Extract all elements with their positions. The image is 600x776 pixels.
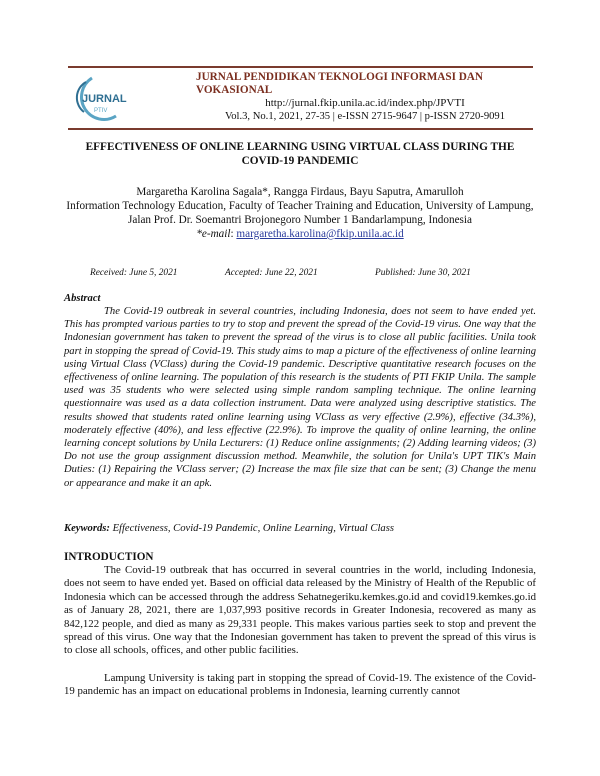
date-accepted: Accepted: June 22, 2021 [225,268,318,278]
email-link[interactable]: margaretha.karolina@fkip.unila.ac.id [236,228,404,240]
introduction-paragraph-1: The Covid-19 outbreak that has occurred in several countries in the world, including Indonesia, does not seem to have ended yet. Based on official data released by the Ministry of Health of the Republic of Indonesia which can be accessed through the address Sehatnegeriku.kemkes.go.id and covid19.kemkes.go.id as of January 28, 2021, there are 1,037,993 positive records in Greater Indonesia, recovered as many as 842,122 people, and died as many as 29,331 people. This makes various parties seek to stop and prevent the spread of this virus. One way that the Indonesian government has taken to prevent the spread of this virus is to close all schools, offices, and other public facilities. [64,564,536,657]
keywords-label: Keywords: [64,523,110,534]
keywords-value: Effectiveness, Covid-19 Pandemic, Online Learning, Virtual Class [112,523,394,534]
journal-volume: Vol.3, No.1, 2021, 27-35 | e-ISSN 2715-9647 | p-ISSN 2720-9091 [224,111,506,122]
introduction-heading: INTRODUCTION [64,551,154,563]
journal-title-line2: VOKASIONAL [196,84,273,96]
journal-logo-icon [72,72,130,124]
paper-title-line1: EFFECTIVENESS OF ONLINE LEARNING USING VIRTUAL CLASS DURING THE [85,141,515,153]
paper-affiliation: Information Technology Education, Faculty of Teacher Training and Education, University of Lampung, Jalan Prof. Dr. Soemantri Brojonegoro Number 1 Bandarlampung, Indonesia [66,200,534,226]
logo-text: JURNAL [82,93,127,105]
paper-title [60,140,540,168]
date-received: Received: June 5, 2021 [90,268,178,278]
journal-header-text [196,71,534,123]
date-published: Published: June 30, 2021 [375,268,471,278]
email-label: *e-mail [196,228,231,240]
journal-title-line1: JURNAL PENDIDIKAN TEKNOLOGI INFORMASI DAN [196,71,483,83]
keywords [64,523,536,534]
logo-subtext: PTIV [94,108,108,114]
paper-title-line2: COVID-19 PANDEMIC [241,155,359,167]
journal-header [68,66,533,130]
paper-email: *e-mail: margaretha.karolina@fkip.unila.ac.id [196,228,404,240]
journal-url[interactable]: http://jurnal.fkip.unila.ac.id/index.php/JPVTI [265,97,465,109]
abstract-body: The Covid-19 outbreak in several countries, including Indonesia, does not seem to have ended yet. This has prompted various parties to try to stop and prevent the spread of the Covid-19 virus. One way that the Indonesian government has taken to prevent the spread of the virus is to close all public facilities. Unila took part in stopping the spread of Covid-19. This study aims to map a picture of the effectiveness of online learning using Virtual Class (VClass) during the Covid-19 pandemic. Descriptive quantitative research focuses on the effectiveness of online learning. The population of this research is the students of PTI FKIP Unila. The sample used was 35 students who were selected using simple random sampling technique. The online learning questionnaire was used as a data collection instrument. Data were analyzed using descriptive statistics. The results showed that students rated online learning using VClass as very effective (2.9%), effective (34.3%), moderately effective (40%), and less effective (22.9%). To improve the quality of online learning, the online learning concept solutions by Unila Lecturers: (1) Reduce online assignments; (2) Adding learning videos; (3) Do not use the group assignment discussion method. Meanwhile, the solution for Unila's UPT TIK's Main Duties: (1) Repairing the VClass server; (2) Increase the max file size that can be sent; (3) Change the menu or appearance and make it an apk. [64,306,536,489]
abstract-heading: Abstract [64,293,101,304]
introduction-paragraph-2: Lampung University is taking part in stopping the spread of Covid-19. The existence of the Covid-19 pandemic has an impact on educational problems in Indonesia, learning currently cannot [64,672,536,698]
paper-authors: Margaretha Karolina Sagala*, Rangga Firdaus, Bayu Saputra, Amarulloh [136,186,464,198]
journal-logo [72,72,130,124]
